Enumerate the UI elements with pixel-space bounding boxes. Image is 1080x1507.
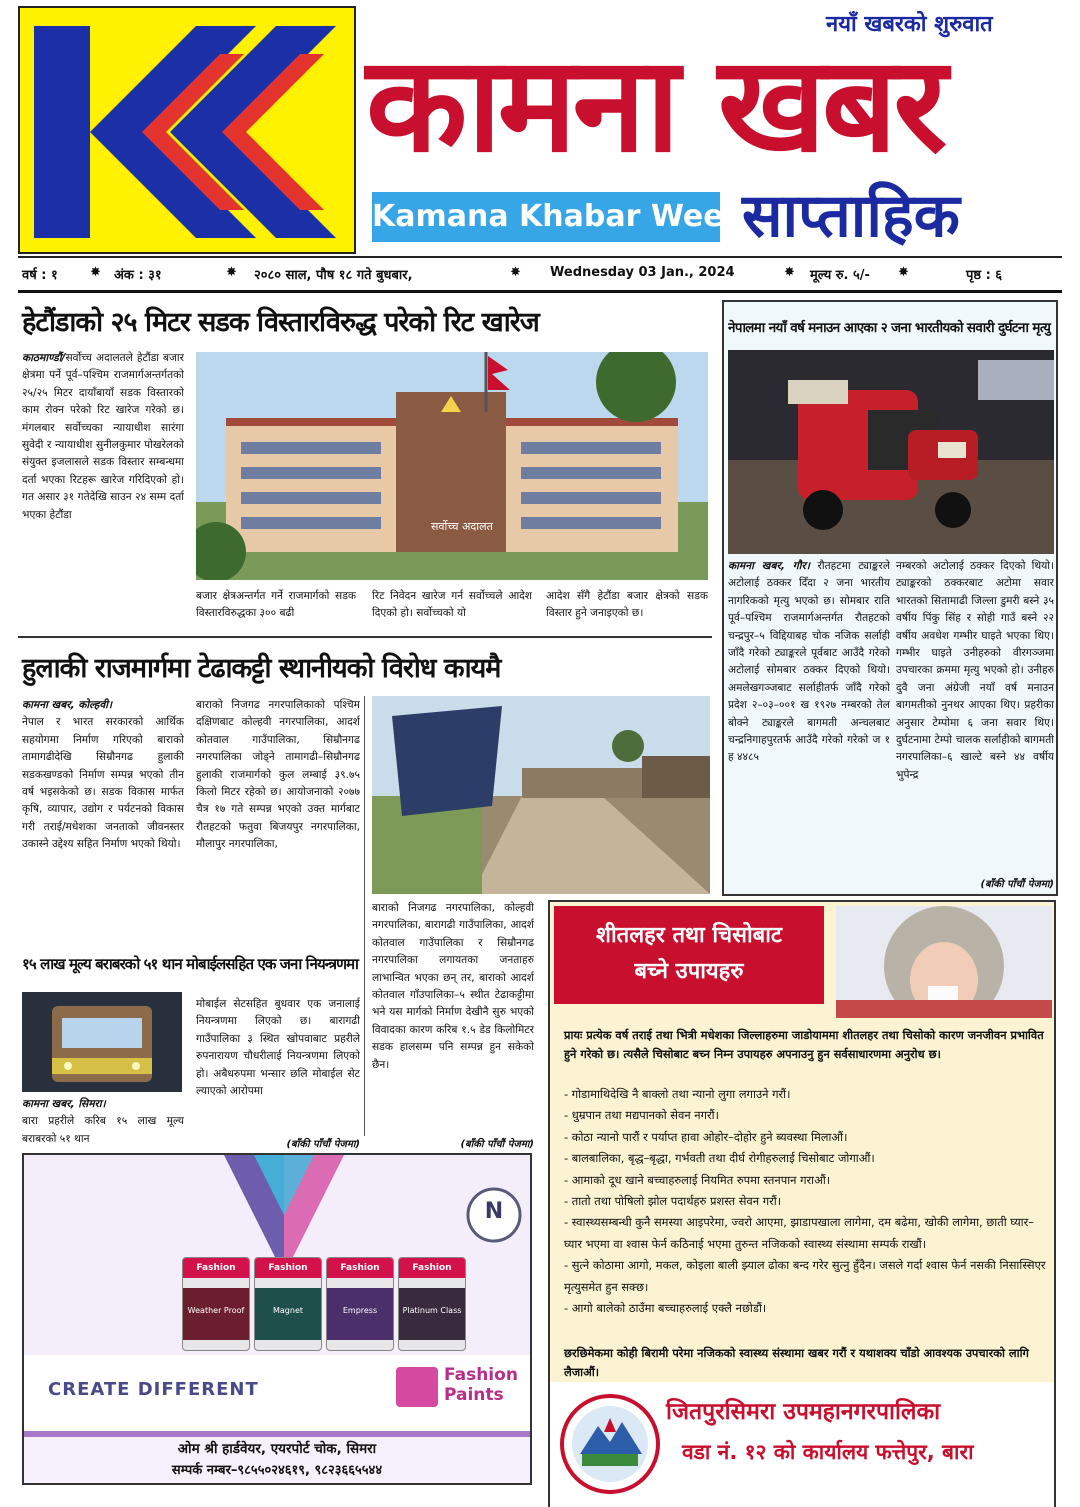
continued-note: (बाँकी पाँचौं पेजमा) [980,879,1054,890]
bullet-icon: ✸ [898,265,909,280]
ad-brand-line2: Paints [444,1385,504,1405]
list-item: - गोडामाथिदेखि नै बाक्लो तथा न्यानो लुगा लगाउने गरौं। [564,1087,791,1101]
story-text: रौतहटमा ट्याङ्करले अटोलाई ठक्कर दिँदा २ जना भारतीय नागरिकको मृत्यु भएको छ। सोमबार राति पूर्व–पश्चिम राजमार्गअन्तर्गत रौतहटको चन्द्रपुर–५ विद्दियाबह चोक नजिक सर्लाही जाँदै गरेको ट्याङ्करले पूर्वबाट आउँदै गरेको अटोलाई सोमबार ठक्कर दिएको थियो। अमलेखगञ्जबाट सर्लाहीतर्फ जाँदै गरेको प्रदेश २–०३–००१ ख १९२७ नम्बरको तेल बोक्ने ट्याङ्करले बागमती अन्चलबाट चन्द्रनिगाहपुरतर्फ आउँदै गरेको गरेको ज १ ह ४४८५ [728,560,890,764]
quality-badge-icon: N [484,1199,504,1224]
continued-note: (बाँकी पाँचौं पेजमा) [460,1139,534,1150]
can-brand: Fashion [255,1258,321,1278]
bullet-icon: ✸ [510,265,521,280]
column-rule [364,696,365,1136]
municipality-emblem-icon [558,1392,662,1496]
story-body: मोबाईल सेटसहित बुधवार एक जनालाई नियन्त्रणमा लिएको छ। बारागढी गाउँपालिका ३ स्थित खोपवाबाट प्रहरीले रुपनारायण चौधरीलाई नियन्त्रणमा लिएको हो। अबैधरुपमा भन्सार छलि मोबाईल सेट ल्याएको आरोपमा [196,998,360,1098]
notice-intro: प्रायः प्रत्येक वर्ष तराई तथा भित्री मधेशका जिल्लाहरुमा जाडोयाममा शीतलहर तथा चिसोको कारण जनजीवन प्रभावित हुने गरेको छ। त्यसैले चिसोबाट बच्न निम्न उपायहरु अपनाउनु हुन सर्वसाधारणमा अनुरोध छ। [564,1028,1044,1061]
list-item: - धुम्रपान तथा मद्यपानको सेवन नगरौं। [564,1108,719,1123]
paint-can [182,1257,250,1351]
date-english: Wednesday 03 Jan., 2024 [550,265,735,280]
ad-brand-line1: Fashion [444,1365,518,1385]
list-item: - कोठा न्यानो पारौं र पर्याप्त हावा ओहोर–दोहोर हुने ब्यवस्था मिलाऔं। [564,1129,848,1144]
municipality-name: जितपुरसिमरा उपमहानगरपालिका [666,1399,941,1425]
story-text: सर्वोच्च अदालतले हेटौंडा बजार क्षेत्रमा पर्ने पूर्व–पश्चिम राजमार्गअन्तर्गतको २५/२५ मिटर दायाँबायाँ सडक विस्तारको काम रोक्न परेको रिट खारेज गरेको छ। मंगलबार सर्वोच्चका न्यायाधीश सारंगा सुवेदी र न्यायाधीश सुनीलकुमार पोखरेलको संयुक्त इजलासले सडक विस्तार सम्बन्धमा दर्ता भएका रिटहरू खारेज गरिदिएको हो। गत असार ३१ गतेदेखि साउन २४ सम्म दर्ता भएका हेटौंडा [22,352,184,521]
tips-list [564,1084,1046,1319]
list-item: - आमाको दूध खाने बच्चाहरुलाई नियमित रुपमा स्तनपान गराऔं। [564,1172,831,1187]
postal-highway-photo [372,696,710,894]
list-item: - सुत्ने कोठामा आगो, मकल, कोइला बाली झ्याल ढोका बन्द गरेर सुत्नु हुँदैन। जसले गर्दा श्वास फेर्न नसकी निसास्सिएर मृत्युसमेत हुन सक्छ। [564,1258,1046,1294]
dateline: काठमाण्डौं/ [22,352,66,364]
story-text: नेपाल र भारत सरकारको आर्थिक सहयोगमा निर्माण गरिएको बाराको तामागढीदेखि सिम्रौनगढ हुलाकी सडकखण्डको निर्माण सम्पन्न भएको तीन वर्ष भइसकेको छ। सडक विकास मार्फत कृषि, व्यापार, उद्योग र पर्यटनको विकास गरी तराई/मधेशका जनताको जीवनस्तर उकास्ने उद्देश्य सहित निर्माण भएको थियो। [22,716,184,851]
weekly-label: साप्ताहिक [742,181,960,251]
list-item: - तातो तथा पोषिलो झोल पदार्थहरु प्रशस्त सेवन गरौं। [564,1194,782,1209]
date-nepali: २०८० साल, पौष १८ गते बुधबार, [254,268,413,283]
tagline: नयाँ खबरको शुरुवात [826,12,993,37]
story-headline: हुलाकी राजमार्गमा टेढाकट्टी स्थानीयको विरोध कायमै [22,653,501,684]
issue-number: अंक : ३१ [114,268,162,283]
notice-title [554,906,824,1004]
cold-wave-notice [548,900,1056,1507]
list-item: - आगो बालेको ठाउँमा बच्चाहरुलाई एक्लै नछोडौं। [564,1301,767,1316]
child-in-winter-photo [836,906,1052,1018]
paint-can [398,1257,466,1351]
can-label: Empress [327,1288,393,1340]
price: मूल्य रु. ५/- [810,268,870,283]
fashion-paints-logo-icon [396,1367,438,1407]
story-body: बाराको निजगढ नगरपालिकाको पश्चिम दक्षिणबाट कोल्हवी नगरपालिका, आदर्श कोतवाल गाउँपालिका, सिम्रौनगढ नगरपालिका जोड्ने तामागढी–सिम्रौनगढ हुलाकी राजमार्गको कुल लम्बाई ३९.७५ किलो मिटर रहेको छ। आयोजनाको २०७७ चैत्र १७ गते सम्पन्न भएको उक्त मार्गबाट रौतहटको फतुवा बिजयपुर नगरपालिका, मौलापुर नगरपालिका, [196,699,360,851]
issue-info-bar [18,262,1062,286]
logo [18,6,356,254]
dateline: कामना खबर, सिमरा। [22,1098,106,1110]
divider [18,636,712,638]
court-sign: सर्वोच्च अदालत [431,520,493,533]
bullet-icon: ✸ [226,265,237,280]
story-body [22,697,184,929]
bullet-icon: ✸ [784,265,795,280]
fashion-paints-ad [22,1153,532,1485]
story-headline: १५ लाख मूल्य बराबरको ५१ थान मोबाईलसहित एक जना नियन्त्रणमा [22,955,359,973]
story-body: नम्बरको अटोलाई ठक्कर दिएको थियो। ट्याङ्करको ठक्करबाट अटोमा सवार भारतको सितामाढी जिल्ला डुमरी बस्ने ३५ वर्षीय पिंकु सिंह र सोही गाउँ बस्ने २२ वर्षीय अवधेश गम्भीर घाइते भएका थिए। गम्भीर घाइते उनीहरुको वीरगञ्जमा उपचारका क्रममा मृत्यु भएको हो। उनीहरु दुवै जना अंग्रेजी नयाँ वर्ष मनाउन बागमतीको नुनथर आएका थिए। प्रहरीका अनुसार टेम्पोमा ६ जना सवार थिए। दुर्घटनामा टेम्पो चालक सर्लाहीको बागमती नगरपालिका–६ खाल्टे बस्ने ४४ वर्षीय भुपेन्द्र [896,560,1054,781]
story-body [728,558,890,888]
story-body [22,350,184,630]
ad-divider [24,1431,530,1437]
newspaper-title-english: Kamana Khabar Weekly [372,192,720,242]
can-brand: Fashion [399,1258,465,1278]
story-body: आदेश सँगै हेटौंडा बजार क्षेत्रको सडक विस्तार हुने जनाइएको छ। [546,590,708,620]
divider [18,290,1062,293]
list-item: - स्वास्थ्यसम्बन्धी कुनै समस्या आइपरेमा, ज्वरो आएमा, झाडापखाला लागेमा, दम बढेमा, खोकी लागेमा, छाती घ्यार–घ्यार भएमा वा श्वास फेर्न कठिनाई भएमा तुरुन्त नजिकको स्वास्थ्य संस्थामा सम्पर्क राखौं। [564,1215,1034,1251]
dateline: कामना खबर, गौर। [728,560,810,572]
story-body: बाराको निजगढ नगरपालिका, कोल्हवी नगरपालिका, बारागढी गाउँपालिका, आदर्श कोतवाल गाउँपालिका र सिम्रौनगढ नगरपालिका लगायतका जनताहरु लाभान्वित भएका छन् तर, बाराको आदर्श कोतवाल गाँउपालिका–५ स्थीत टेढाकट्टीमा भने यस मार्गको निर्माण देखीनै सुरु भएको विवादका कारण करिब १.५ डेड किलोमिटर सडक हालसम्म पनि सम्पन्न हुन सकेको छैन। [372,902,534,1071]
notice-outro: छरछिमेकमा कोही बिरामी परेमा नजिकको स्वास्थ्य संस्थामा खबर गरौं र यथाशक्य चाँडो आवश्यक उपचारको लागि लैजाऔं। [564,1346,1029,1379]
supreme-court-photo [196,352,708,580]
divider [18,256,1062,258]
municipality-footer [550,1382,1054,1507]
ad-slogan: CREATE DIFFERENT [48,1379,259,1400]
kk-logo-icon [20,8,356,254]
can-label: Platinum Class [399,1288,465,1340]
can-label: Magnet [255,1288,321,1340]
ward-office: वडा नं. १२ को कार्यालय फत्तेपुर, बारा [682,1440,974,1464]
story-body: रिट निवेदन खारेज गर्न सर्वोच्चले आदेश दिएको हो। सर्वोच्चको यो [372,590,532,620]
page-number: पृष्ठ : ६ [966,268,1003,283]
accident-auto-photo [728,350,1054,554]
story-body [22,1096,184,1148]
can-brand: Fashion [183,1258,249,1278]
paint-can [326,1257,394,1351]
notice-title-line2: बच्ने उपायहरु [634,959,744,984]
continued-note: (बाँकी पाँचौं पेजमा) [286,1139,360,1150]
bullet-icon: ✸ [90,265,101,280]
ad-brand [444,1365,518,1405]
paint-can [254,1257,322,1351]
can-label: Weather Proof [183,1288,249,1340]
ad-shop: ओम श्री हार्डवेयर, एयरपोर्ट चोक, सिमरा [177,1441,377,1457]
newspaper-title: कामना खबर [366,27,944,182]
story-body: बजार क्षेत्रअन्तर्गत गर्ने राजमार्गको सडक विस्तारविरुद्धका ३०० बढी [196,590,356,620]
notice-title-line1: शीतलहर तथा चिसोबाट [596,923,782,948]
list-item: - बालबालिका, बृद्ध–बृद्धा, गर्भवती तथा दीर्घ रोगीहरुलाई चिसोबाट जोगाऔं। [564,1151,875,1166]
story-headline: नेपालमा नयाँ वर्ष मनाउन आएका २ जना भारतीयको सवारी दुर्घटना मृत्यु [728,321,1051,336]
story-text: बारा प्रहरीले करिब १५ लाख मूल्य बराबरको ५१ थान [22,1115,184,1145]
volume: वर्ष : १ [22,268,58,283]
story-headline: हेटौंडाको २५ मिटर सडक विस्तारविरुद्ध परेको रिट खारेज [22,307,539,338]
can-brand: Fashion [327,1258,393,1278]
truck-photo [22,992,182,1092]
dateline: कामना खबर, कोल्हवी। [22,699,113,711]
ad-contact: सम्पर्क नम्बर–९८५५०२४६१९, ९८२३६६५५४४ [171,1463,383,1478]
